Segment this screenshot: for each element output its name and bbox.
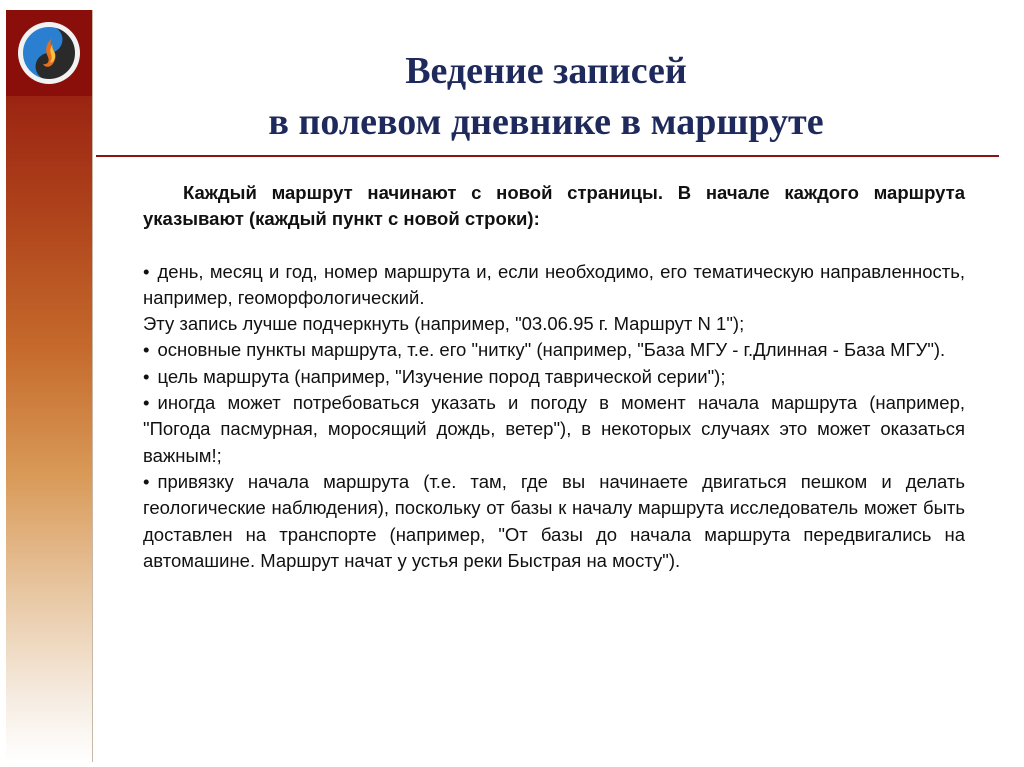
- slide-title-line-2: в полевом дневнике в маршруте: [268, 101, 824, 143]
- bullet-icon: •: [143, 365, 150, 387]
- decorative-sidebar: [6, 10, 92, 762]
- logo-emblem-icon: [16, 20, 82, 86]
- intro-paragraph: Каждый маршрут начинают с новой страницы. В начале каждого маршрута указывают (каждый пункт с новой строки):: [143, 182, 965, 230]
- list-item-5: [143, 469, 965, 574]
- bullet-icon: •: [143, 392, 150, 414]
- title-divider: [96, 155, 999, 157]
- list-item-3: [143, 364, 965, 390]
- body-text: [143, 180, 965, 574]
- note-line: Эту запись лучше подчеркнуть (например, "03.06.95 г. Маршрут N 1");: [143, 313, 745, 335]
- bullet-icon: •: [143, 470, 150, 492]
- paragraph-gap: [143, 233, 965, 259]
- list-item-1: [143, 259, 965, 312]
- list-item-text: иногда может потребоваться указать и погоду в момент начала маршрута (например, "Погода пасмурная, моросящий дождь, ветер"), в некоторых случаях это может оказаться важным!;: [143, 392, 965, 466]
- bullet-icon: •: [143, 339, 150, 361]
- list-item-text: привязку начала маршрута (т.е. там, где вы начинаете двигаться пешком и делать геологические наблюдения), поскольку от базы к началу маршрута исследователь может быть доставлен на транспорте (например, "От базы до начала маршрута передвигались на автомашине. Маршрут начат у устья реки Быстрая на мосту").: [143, 470, 965, 571]
- list-item-text: цель маршрута (например, "Изучение пород таврической серии");: [157, 365, 726, 387]
- list-item-text: основные пункты маршрута, т.е. его "нитку" (например, "База МГУ - г.Длинная - База МГУ").: [157, 339, 946, 361]
- list-item-text: день, месяц и год, номер маршрута и, если необходимо, его тематическую направленность, например, геоморфологический.: [143, 260, 965, 308]
- list-item-2: [143, 337, 965, 363]
- slide-title-line-1: Ведение записей: [405, 50, 687, 92]
- logo: [6, 10, 92, 96]
- bullet-icon: •: [143, 260, 150, 282]
- list-item-4: [143, 390, 965, 469]
